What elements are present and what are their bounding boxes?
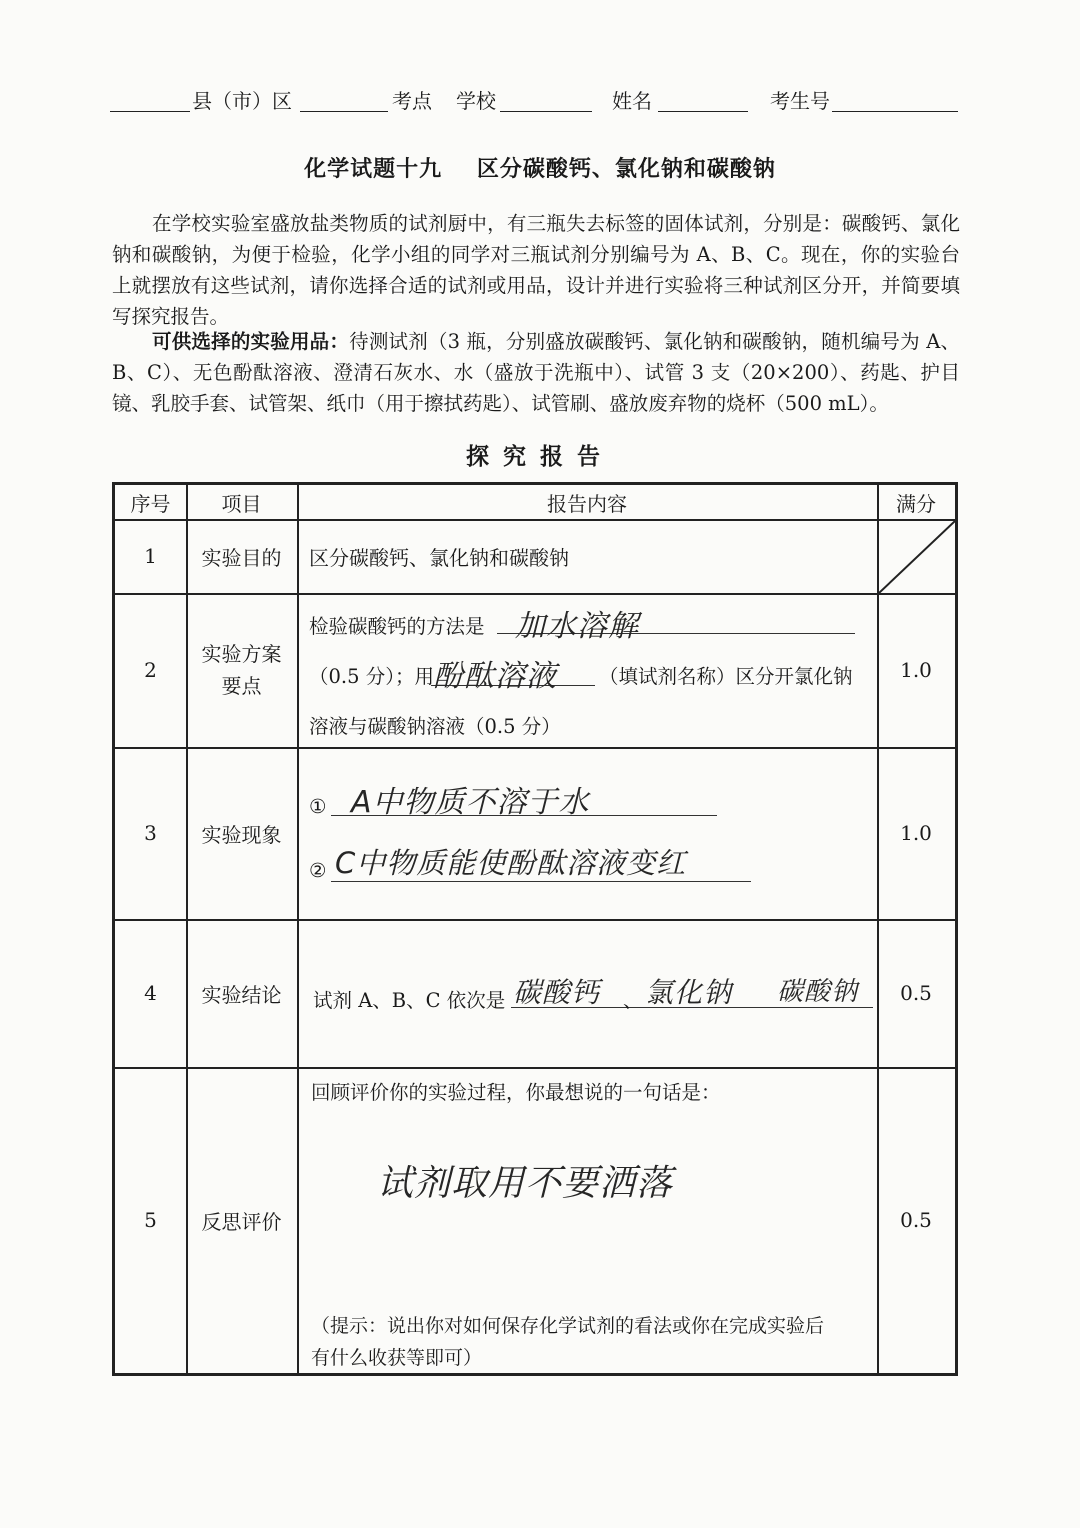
county-blank[interactable] xyxy=(110,110,190,112)
supplies-label: 可供选择的实验用品： xyxy=(152,330,350,353)
exam-number-blank[interactable] xyxy=(832,110,958,112)
row1-content: 区分碳酸钙、氯化钠和碳酸钠 xyxy=(309,545,569,570)
title-number: 化学试题十九 xyxy=(304,156,443,182)
row2-score: 1.0 xyxy=(900,658,932,682)
header-no: 序号 xyxy=(130,491,171,516)
row4-prefix: 试剂 A、B、C 依次是 xyxy=(313,989,506,1012)
exam-site-label: 考点 xyxy=(392,89,432,113)
county-label: 县（市）区 xyxy=(192,89,292,113)
candidate-info-line xyxy=(110,78,960,114)
col-divider xyxy=(297,485,299,1373)
row3-item: 实验现象 xyxy=(201,822,282,847)
row1-score-slash xyxy=(879,521,955,593)
row2-line2-suffix: （填试剂名称）区分开氯化钠 xyxy=(599,665,853,688)
row5-score: 0.5 xyxy=(900,1208,932,1232)
row3-obs2-answer[interactable]: C中物质能使酚酞溶液变红 xyxy=(335,846,687,880)
row5-hint-line2: 有什么收获等即可） xyxy=(311,1347,483,1369)
header-score: 满分 xyxy=(896,491,936,516)
header-content: 报告内容 xyxy=(547,491,627,516)
row4-separator: 、 xyxy=(623,989,643,1012)
title-topic: 区分碳酸钙、氯化钠和碳酸钠 xyxy=(476,156,776,182)
report-table xyxy=(112,482,958,1376)
row2-item: 实验方案要点 xyxy=(201,642,282,698)
school-label: 学校 xyxy=(456,89,496,113)
report-title: 探究报告 xyxy=(466,443,614,470)
row3-obs1-mark: ① xyxy=(309,795,327,818)
row2-line3: 溶液与碳酸钠溶液（0.5 分） xyxy=(309,715,561,738)
intro-paragraph: 在学校实验室盛放盐类物质的试剂厨中，有三瓶失去标签的固体试剂，分别是：碳酸钙、氯化钠和碳酸钠，为便于检验，化学小组的同学对三瓶试剂分别编号为 A、B、C。现在，你的实验台上就摆放有这些试剂，请你选择合适的试剂或用品，设计并进行实验将三种试剂区分开，并简要填写探究报告。 xyxy=(112,212,960,328)
row4-answer-b[interactable]: 氯化钠 xyxy=(645,976,733,1009)
row3-score: 1.0 xyxy=(900,821,932,845)
row5-prompt: 回顾评价你的实验过程，你最想说的一句话是： xyxy=(311,1081,721,1104)
row2-line1-answer[interactable]: 加水溶解 xyxy=(515,609,639,644)
row2-line2-answer[interactable]: 酚酞溶液 xyxy=(433,659,557,694)
row5-hint-line1: （提示：说出你对如何保存化学试剂的看法或你在完成实验后 xyxy=(311,1315,825,1337)
row4-answer-c[interactable]: 碳酸钠 xyxy=(777,977,859,1007)
row4-no: 4 xyxy=(144,981,157,1005)
row5-answer[interactable]: 试剂取用不要洒落 xyxy=(377,1163,674,1204)
supplies-text: 待测试剂（3 瓶，分别盛放碳酸钙、氯化钠和碳酸钠，随机编号为 A、B、C）、无色酚酞溶液、澄清石灰水、水（盛放于洗瓶中）、试管 3 支（20×200）、药匙、护目镜、乳胶手套、试管架、纸巾（用于擦拭药匙）、试管刷、盛放废弃物的烧杯（500 mL）。 xyxy=(112,330,960,415)
row2-no: 2 xyxy=(144,658,157,682)
page-title xyxy=(0,152,1080,183)
supplies-paragraph xyxy=(112,326,960,419)
exam-number-label: 考生号 xyxy=(770,89,830,113)
row3-obs2-mark: ② xyxy=(309,859,327,882)
row4-score: 0.5 xyxy=(900,981,932,1005)
row4-item: 实验结论 xyxy=(201,982,282,1007)
row1-no: 1 xyxy=(144,544,157,568)
exam-site-blank[interactable] xyxy=(300,110,388,112)
row1-item: 实验目的 xyxy=(201,545,282,570)
row2-line1-prefix: 检验碳酸钙的方法是 xyxy=(309,615,485,638)
school-blank[interactable] xyxy=(500,110,592,112)
row5-item: 反思评价 xyxy=(201,1209,282,1234)
row2-line2-prefix: （0.5 分）；用 xyxy=(309,665,434,688)
name-blank[interactable] xyxy=(658,110,748,112)
row3-obs1-answer[interactable]: A中物质不溶于水 xyxy=(351,785,590,820)
name-label: 姓名 xyxy=(612,89,652,113)
header-item: 项目 xyxy=(221,491,262,516)
row4-answer-a[interactable]: 碳酸钙 xyxy=(513,976,601,1009)
row3-no: 3 xyxy=(144,821,157,845)
row5-no: 5 xyxy=(144,1208,157,1232)
